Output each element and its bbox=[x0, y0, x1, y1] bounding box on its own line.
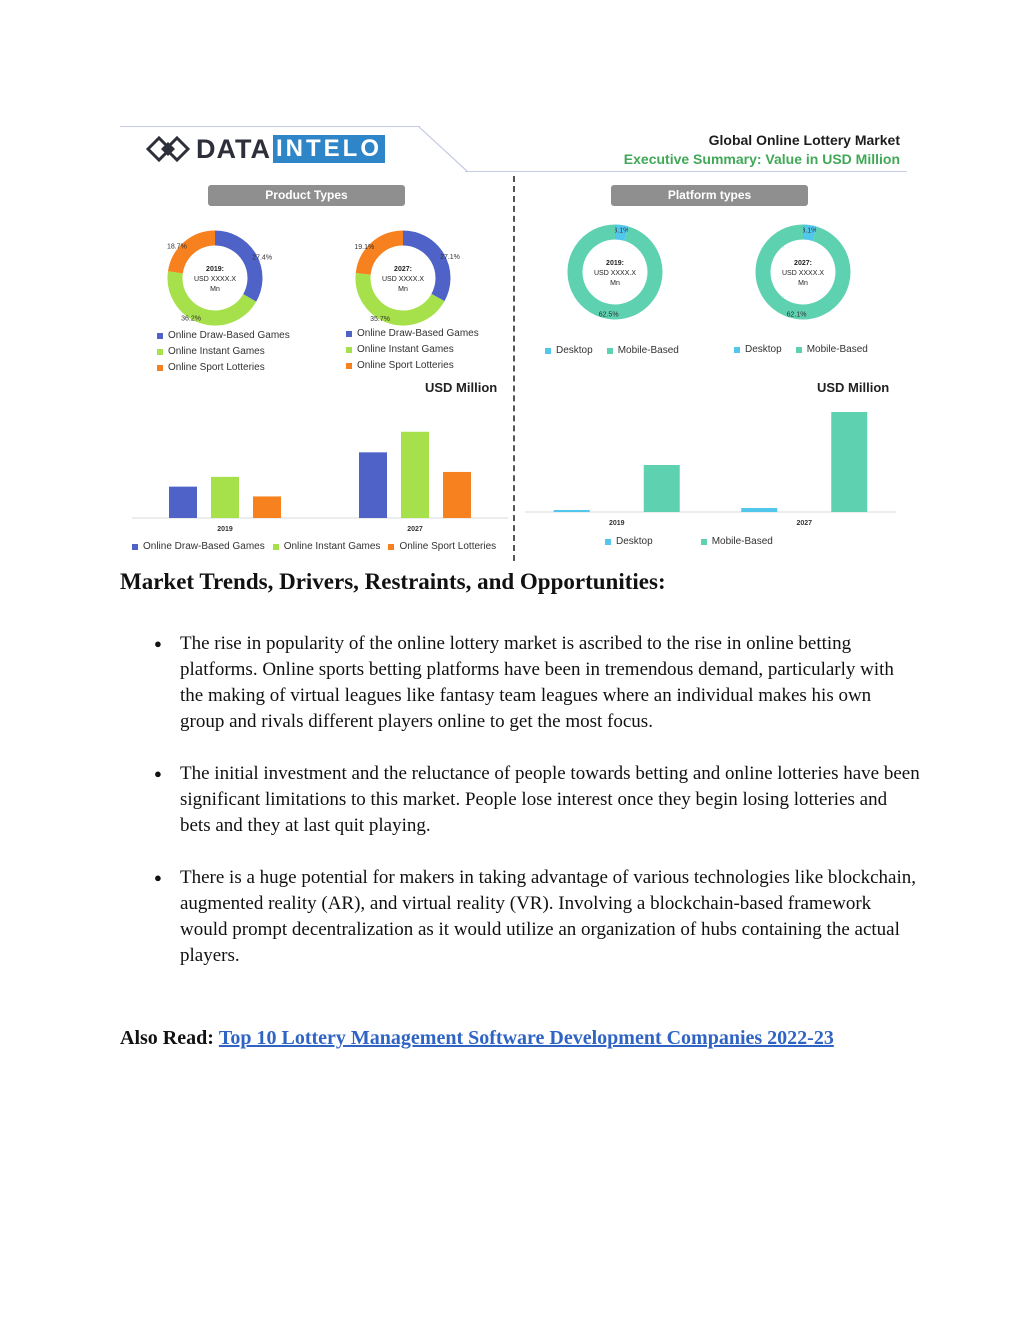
product-donut-2027 bbox=[338, 228, 468, 328]
header-underline bbox=[465, 171, 907, 172]
platform-bar-legend bbox=[605, 534, 787, 550]
legend-item-draw: Online Draw-Based Games bbox=[157, 328, 290, 344]
donut-center-label: 2019: bbox=[206, 266, 224, 273]
platform-donut-2019 bbox=[550, 222, 680, 322]
also-read-label: Also Read: bbox=[120, 1027, 214, 1049]
section-heading: Market Trends, Drivers, Restraints, and Opportunities: bbox=[120, 569, 666, 594]
x-tick-label: 2027 bbox=[796, 520, 813, 527]
bullet-glyph: ● bbox=[154, 636, 162, 651]
x-tick-label: 2019 bbox=[608, 520, 625, 527]
brand-logo bbox=[146, 134, 385, 164]
donut-value-label: 27.1% bbox=[440, 254, 460, 262]
legend-item-instant: Online Instant Games bbox=[273, 539, 381, 555]
donut-value-label: 36.2% bbox=[181, 315, 201, 323]
infographic-subtitle: Executive Summary: Value in USD Million bbox=[623, 151, 900, 167]
bar-desktop-2019 bbox=[554, 510, 590, 512]
legend-item-draw: Online Draw-Based Games bbox=[132, 539, 265, 555]
legend-item-desktop: Desktop bbox=[605, 534, 653, 550]
brand-word-intelo: INTELO bbox=[273, 135, 385, 163]
product-legend-2019 bbox=[157, 328, 290, 376]
product-legend-2027 bbox=[346, 326, 479, 374]
donut-center-label: USD XXXX.X bbox=[593, 270, 637, 277]
section-divider bbox=[513, 176, 515, 561]
platform-donut-2027 bbox=[738, 222, 868, 322]
also-read bbox=[120, 1025, 910, 1051]
legend-item-desktop: Desktop bbox=[545, 343, 593, 359]
header-rule bbox=[120, 126, 420, 127]
bar-mobile-based-2027 bbox=[831, 412, 867, 512]
donut-value-label: 62.1% bbox=[786, 311, 807, 319]
bar-online-instant-games-2027 bbox=[401, 432, 429, 518]
donut-center-label: USD XXXX.X bbox=[781, 270, 825, 277]
bar-desktop-2027 bbox=[741, 508, 777, 512]
donut-center-label: Mn bbox=[610, 280, 620, 287]
x-tick-label: 2027 bbox=[407, 526, 423, 533]
legend-item-sport: Online Sport Lotteries bbox=[346, 358, 479, 374]
bar-online-sport-lotteries-2027 bbox=[443, 472, 471, 518]
bullet-list bbox=[120, 631, 920, 995]
bar-online-draw-based-games-2019 bbox=[169, 487, 197, 518]
bar-online-draw-based-games-2027 bbox=[359, 452, 387, 518]
donut-value-label: 62.5% bbox=[598, 311, 619, 319]
bullet-item bbox=[120, 631, 920, 735]
platform-legend-2027 bbox=[734, 342, 882, 358]
legend-swatch bbox=[157, 333, 163, 339]
legend-swatch bbox=[545, 348, 551, 354]
legend-item-sport: Online Sport Lotteries bbox=[388, 539, 496, 555]
donut-value-label: 27.4% bbox=[252, 254, 273, 262]
legend-swatch bbox=[605, 539, 611, 545]
product-types-label: Product Types bbox=[208, 185, 405, 206]
bullet-glyph: ● bbox=[154, 870, 162, 885]
product-donut-2019 bbox=[150, 228, 280, 328]
legend-swatch bbox=[346, 363, 352, 369]
bullet-item bbox=[120, 865, 920, 969]
product-bar-legend bbox=[132, 539, 496, 555]
product-bar-unit-label: USD Million bbox=[425, 380, 498, 395]
bullet-text: There is a huge potential for makers in taking advantage of various technologies like blockchain, augmented reality (AR), and virtual reality (VR). Involving a blockchain-based framework would prompt decentralization as it would utilize an organization of hubs containing the actual players. bbox=[180, 867, 917, 966]
bar-mobile-based-2019 bbox=[644, 465, 680, 512]
infographic-title: Global Online Lottery Market bbox=[708, 132, 900, 148]
legend-item-mobile: Mobile-Based bbox=[701, 534, 773, 550]
donut-center-label: USD XXXX.X bbox=[193, 276, 237, 283]
legend-swatch bbox=[796, 347, 802, 353]
legend-swatch bbox=[346, 347, 352, 353]
brand-word-data: DATA bbox=[196, 133, 271, 164]
platform-types-label: Platform types bbox=[611, 185, 808, 206]
also-read-link[interactable]: Top 10 Lottery Management Software Development Companies 2022-23 bbox=[218, 1027, 834, 1049]
product-bar-chart bbox=[130, 402, 510, 538]
infographic bbox=[120, 124, 910, 564]
legend-item-desktop: Desktop bbox=[734, 342, 782, 358]
donut-value-label: 19.1% bbox=[354, 244, 375, 252]
donut-value-label: 18.7% bbox=[166, 243, 187, 251]
legend-item-mobile: Mobile-Based bbox=[796, 342, 868, 358]
donut-value-label: 35.7% bbox=[370, 315, 391, 323]
donut-center-label: USD XXXX.X bbox=[381, 276, 425, 283]
donut-center-label: 2027: bbox=[394, 266, 412, 273]
header-slant bbox=[418, 126, 476, 176]
infographic-title-block bbox=[624, 131, 900, 169]
legend-item-mobile: Mobile-Based bbox=[607, 343, 679, 359]
legend-item-instant: Online Instant Games bbox=[157, 344, 290, 360]
legend-swatch bbox=[734, 347, 740, 353]
platform-bar-chart bbox=[523, 402, 898, 530]
platform-legend-2019 bbox=[545, 343, 693, 359]
donut-center-label: 2027: bbox=[794, 260, 812, 267]
bullet-glyph: ● bbox=[154, 766, 162, 781]
x-tick-label: 2019 bbox=[217, 526, 233, 533]
bullet-text: The rise in popularity of the online lottery market is ascribed to the rise in online betting platforms. Online sports betting platforms have been in tremendous demand, particularly with the making of virtual leagues like fantasy team leagues where an individual makes his own group and rivals different players online to get the most focus. bbox=[180, 633, 894, 732]
donut-center-label: Mn bbox=[398, 286, 408, 293]
bullet-text: The initial investment and the reluctance of people towards betting and online lotteries have been significant limitations to this market. People lose interest once they begin losing lotteries and bets and they at last quit playing. bbox=[180, 763, 920, 836]
legend-swatch bbox=[157, 349, 163, 355]
bullet-item bbox=[120, 761, 920, 839]
brand-diamond-icon bbox=[146, 136, 190, 162]
platform-bar-unit-label: USD Million bbox=[817, 380, 890, 395]
legend-swatch bbox=[388, 544, 394, 550]
legend-swatch bbox=[701, 539, 707, 545]
legend-item-sport: Online Sport Lotteries bbox=[157, 360, 290, 376]
legend-swatch bbox=[273, 544, 279, 550]
legend-swatch bbox=[157, 365, 163, 371]
legend-swatch bbox=[132, 544, 138, 550]
donut-value-label: 3.1% bbox=[801, 227, 818, 235]
legend-item-draw: Online Draw-Based Games bbox=[346, 326, 479, 342]
legend-swatch bbox=[346, 331, 352, 337]
bar-online-sport-lotteries-2019 bbox=[253, 496, 281, 518]
donut-value-label: 3.1% bbox=[613, 227, 630, 235]
donut-center-label: 2019: bbox=[606, 260, 624, 267]
legend-item-instant: Online Instant Games bbox=[346, 342, 479, 358]
bar-online-instant-games-2019 bbox=[211, 477, 239, 518]
donut-center-label: Mn bbox=[210, 286, 220, 293]
legend-swatch bbox=[607, 348, 613, 354]
donut-center-label: Mn bbox=[798, 280, 808, 287]
